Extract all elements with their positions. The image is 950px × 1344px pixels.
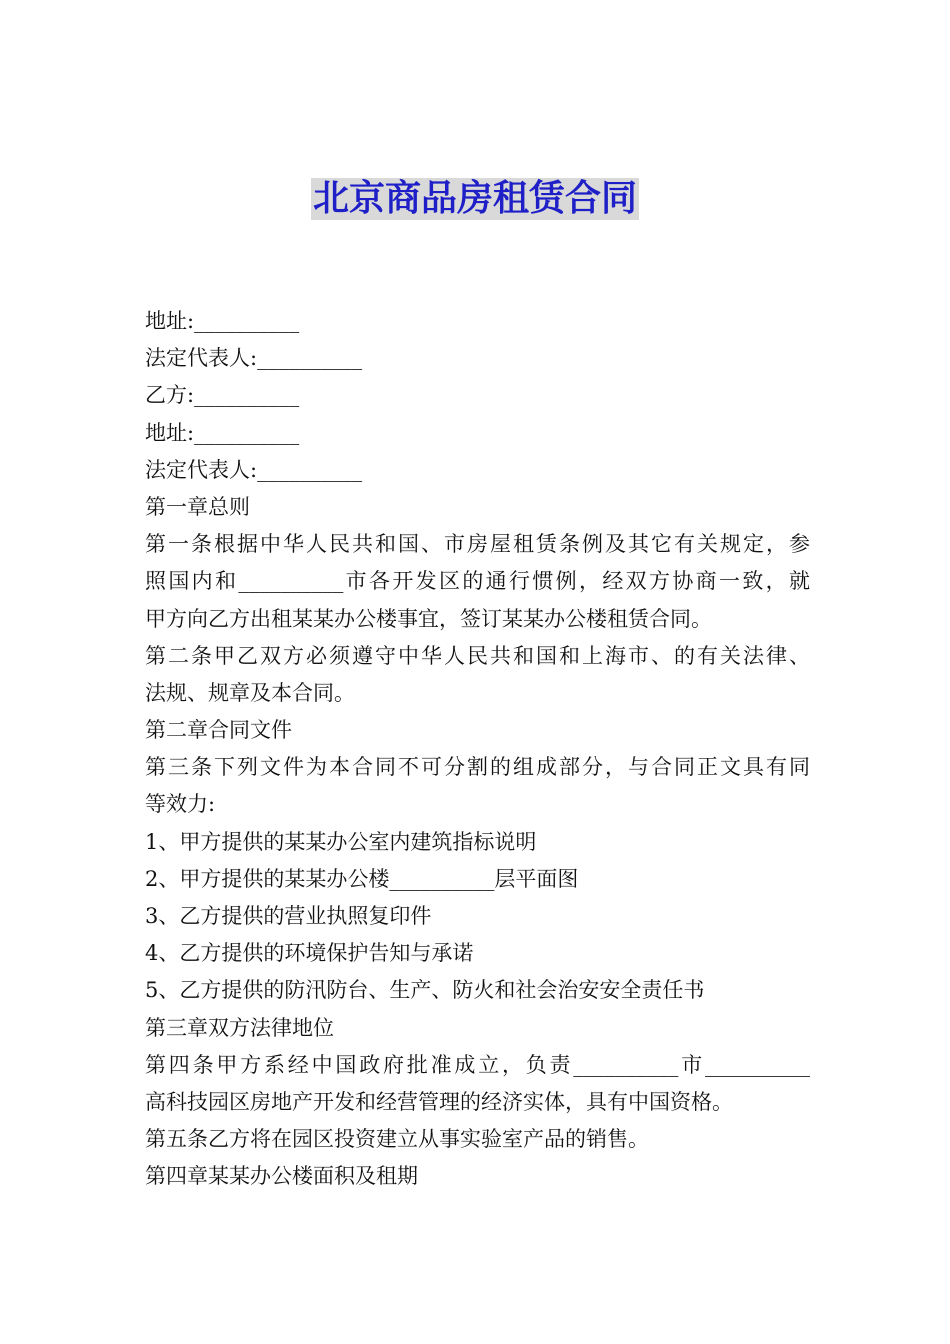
address-line: 地址:__________ bbox=[145, 420, 300, 445]
chapter-heading: 第三章双方法律地位 bbox=[145, 1015, 334, 1040]
paragraph-line: 高科技园区房地产开发和经营管理的经济实体，具有中国资格。 bbox=[145, 1089, 733, 1114]
paragraph-line: 第一条根据中华人民共和国、市房屋租赁条例及其它有关规定，参 bbox=[145, 532, 810, 557]
paragraph-line: 第四条甲方系经中国政府批准成立，负责__________市__________ bbox=[145, 1052, 810, 1077]
list-item: 2、甲方提供的某某办公楼__________层平面图 bbox=[145, 866, 579, 891]
paragraph-line: 照国内和__________市各开发区的通行惯例，经双方协商一致，就 bbox=[145, 569, 810, 594]
list-item: 3、乙方提供的营业执照复印件 bbox=[145, 904, 432, 928]
chapter-heading: 第二章合同文件 bbox=[145, 718, 292, 743]
list-item: 1、甲方提供的某某办公室内建筑指标说明 bbox=[145, 829, 537, 854]
paragraph-line: 甲方向乙方出租某某办公楼事宜，签订某某办公楼租赁合同。 bbox=[145, 606, 712, 631]
paragraph-line: 第三条下列文件为本合同不可分割的组成部分，与合同正文具有同 bbox=[145, 755, 810, 780]
title-container bbox=[0, 178, 950, 220]
paragraph-line: 第五条乙方将在园区投资建立从事实验室产品的销售。 bbox=[145, 1127, 649, 1152]
legal-representative-line: 法定代表人:__________ bbox=[145, 346, 363, 371]
chapter-heading: 第一章总则 bbox=[145, 494, 250, 519]
list-item: 4、乙方提供的环境保护告知与承诺 bbox=[145, 941, 474, 966]
address-line: 地址:__________ bbox=[145, 309, 300, 333]
document-body bbox=[145, 303, 810, 1196]
paragraph-line: 法规、规章及本合同。 bbox=[145, 680, 355, 705]
party-b-line: 乙方:__________ bbox=[145, 383, 300, 408]
legal-representative-line: 法定代表人:__________ bbox=[145, 457, 363, 482]
chapter-heading: 第四章某某办公楼面积及租期 bbox=[145, 1164, 418, 1189]
list-item: 5、乙方提供的防汛防台、生产、防火和社会治安安全责任书 bbox=[145, 978, 705, 1003]
paragraph-line: 等效力: bbox=[145, 792, 216, 817]
document-title: 北京商品房租赁合同 bbox=[312, 178, 637, 219]
paragraph-line: 第二条甲乙双方必须遵守中华人民共和国和上海市、的有关法律、 bbox=[145, 643, 810, 668]
